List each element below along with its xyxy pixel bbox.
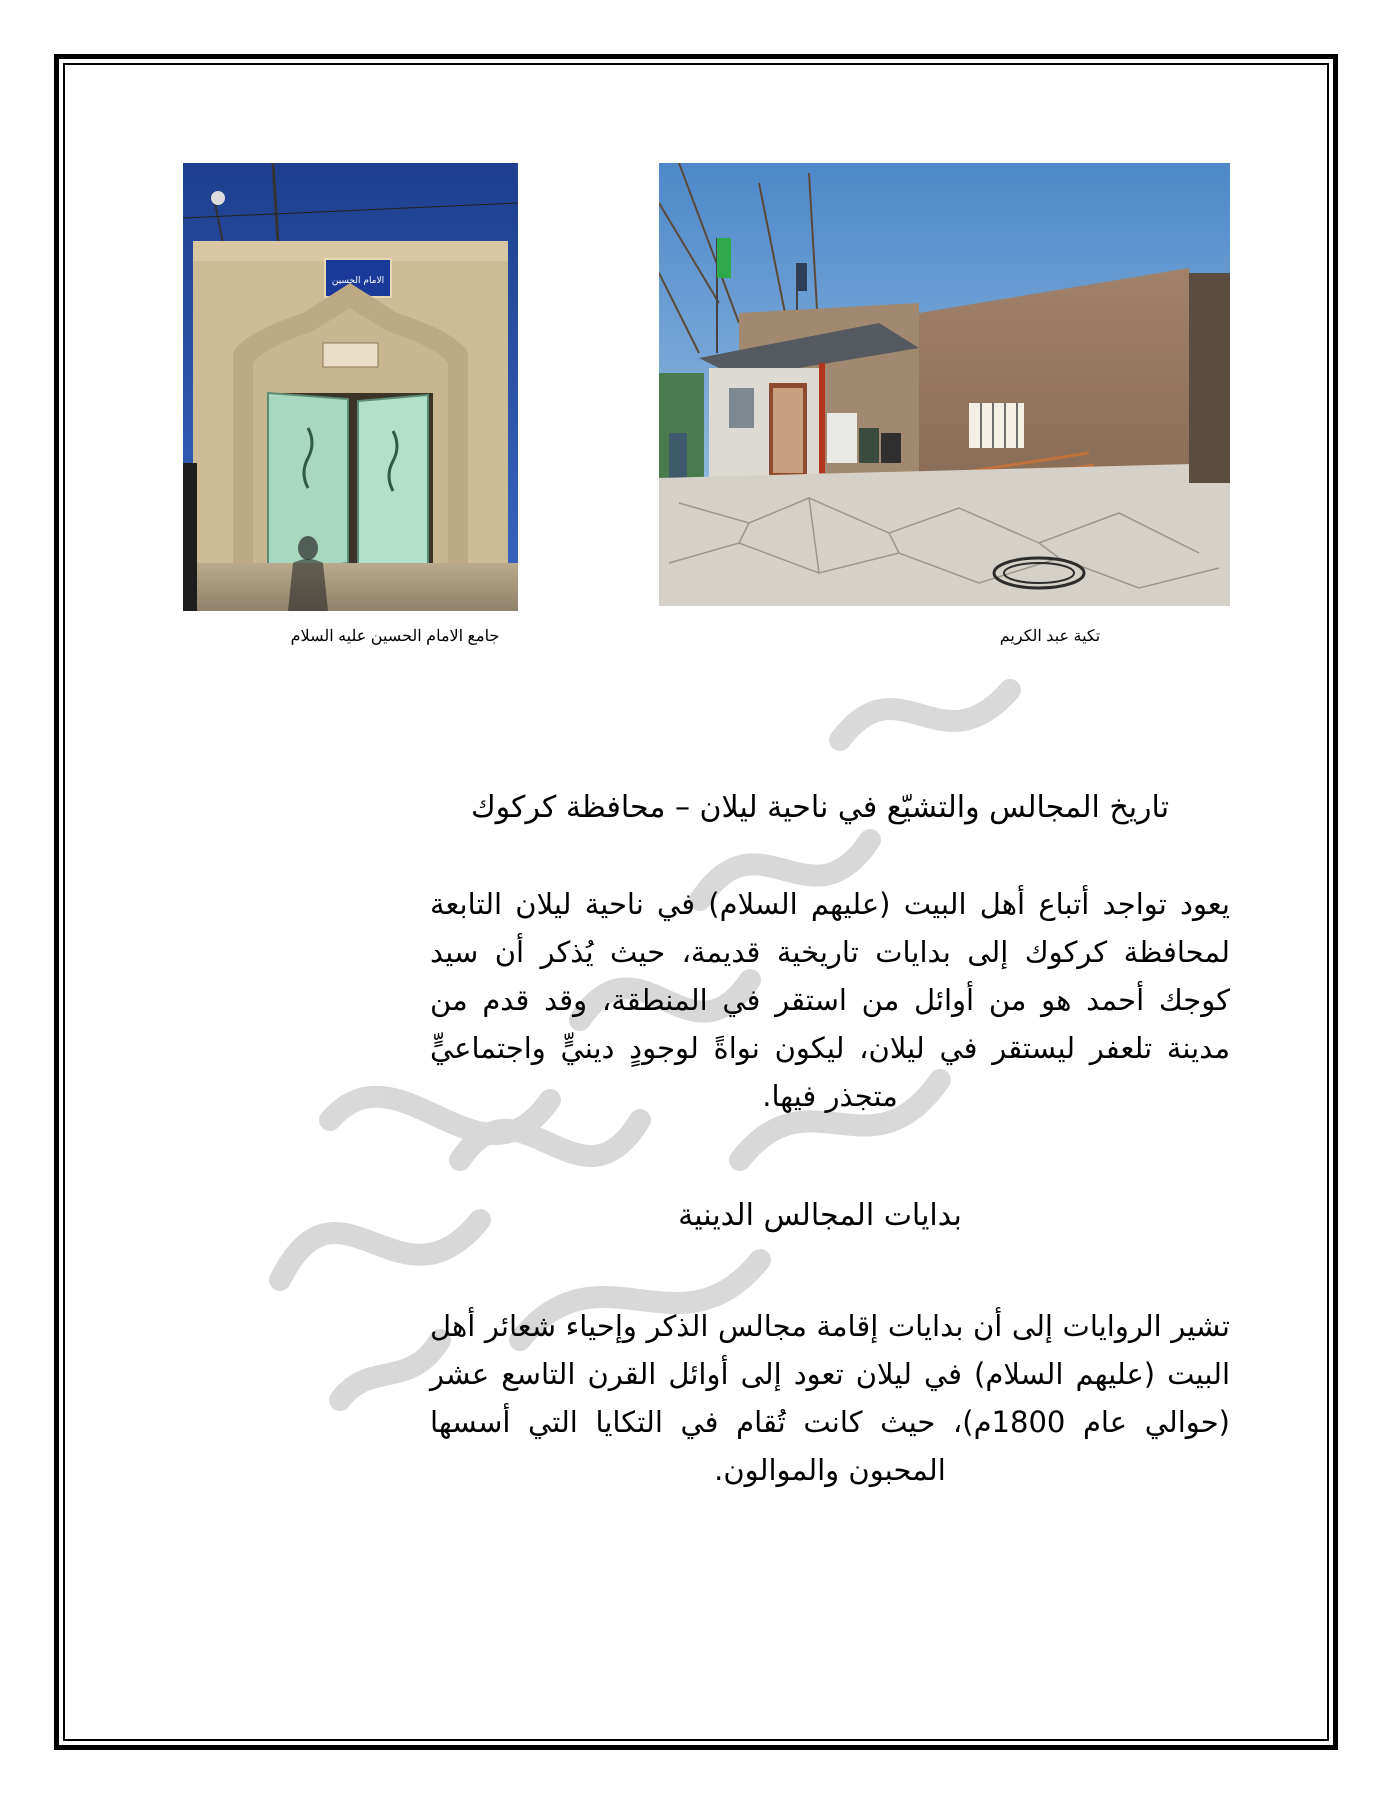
paragraph-origins: يعود تواجد أتباع أهل البيت (عليهم السلام) في ناحية ليلان التابعة لمحافظة كركوك إلى بدايات تاريخية قديمة، حيث يُذكر أن سيد كوجك أحمد هو من أوائل من استقر في المنطقة، وقد قدم من مدينة تلعفر ليستقر في ليلان، ليكون نواةً لوجودٍ دينيٍّ واجتماعيٍّ متجذر فيها.: [430, 887, 1230, 1113]
section-subheading: بدايات المجالس الدينية: [678, 1198, 962, 1233]
takiya-photo: [659, 163, 1230, 606]
mosque-gate-photo: [183, 163, 518, 611]
paragraph-majalis: تشير الروايات إلى أن بدايات إقامة مجالس الذكر وإحياء شعائر أهل البيت (عليهم السلام) في ليلان تعود إلى أوائل القرن التاسع عشر (حوالي عام 1800م)، حيث كانت تُقام في التكايا التي أسسها المحبون والموالون.: [430, 1309, 1230, 1487]
mosque-photo-caption: جامع الامام الحسين عليه السلام: [290, 628, 500, 645]
page-title: تاريخ المجالس والتشيّع في ناحية ليلان – محافظة كركوك: [470, 790, 1170, 825]
sign-text: الامام الحسين: [331, 276, 385, 286]
takiya-photo-caption: تكية عبد الكريم: [999, 628, 1101, 645]
